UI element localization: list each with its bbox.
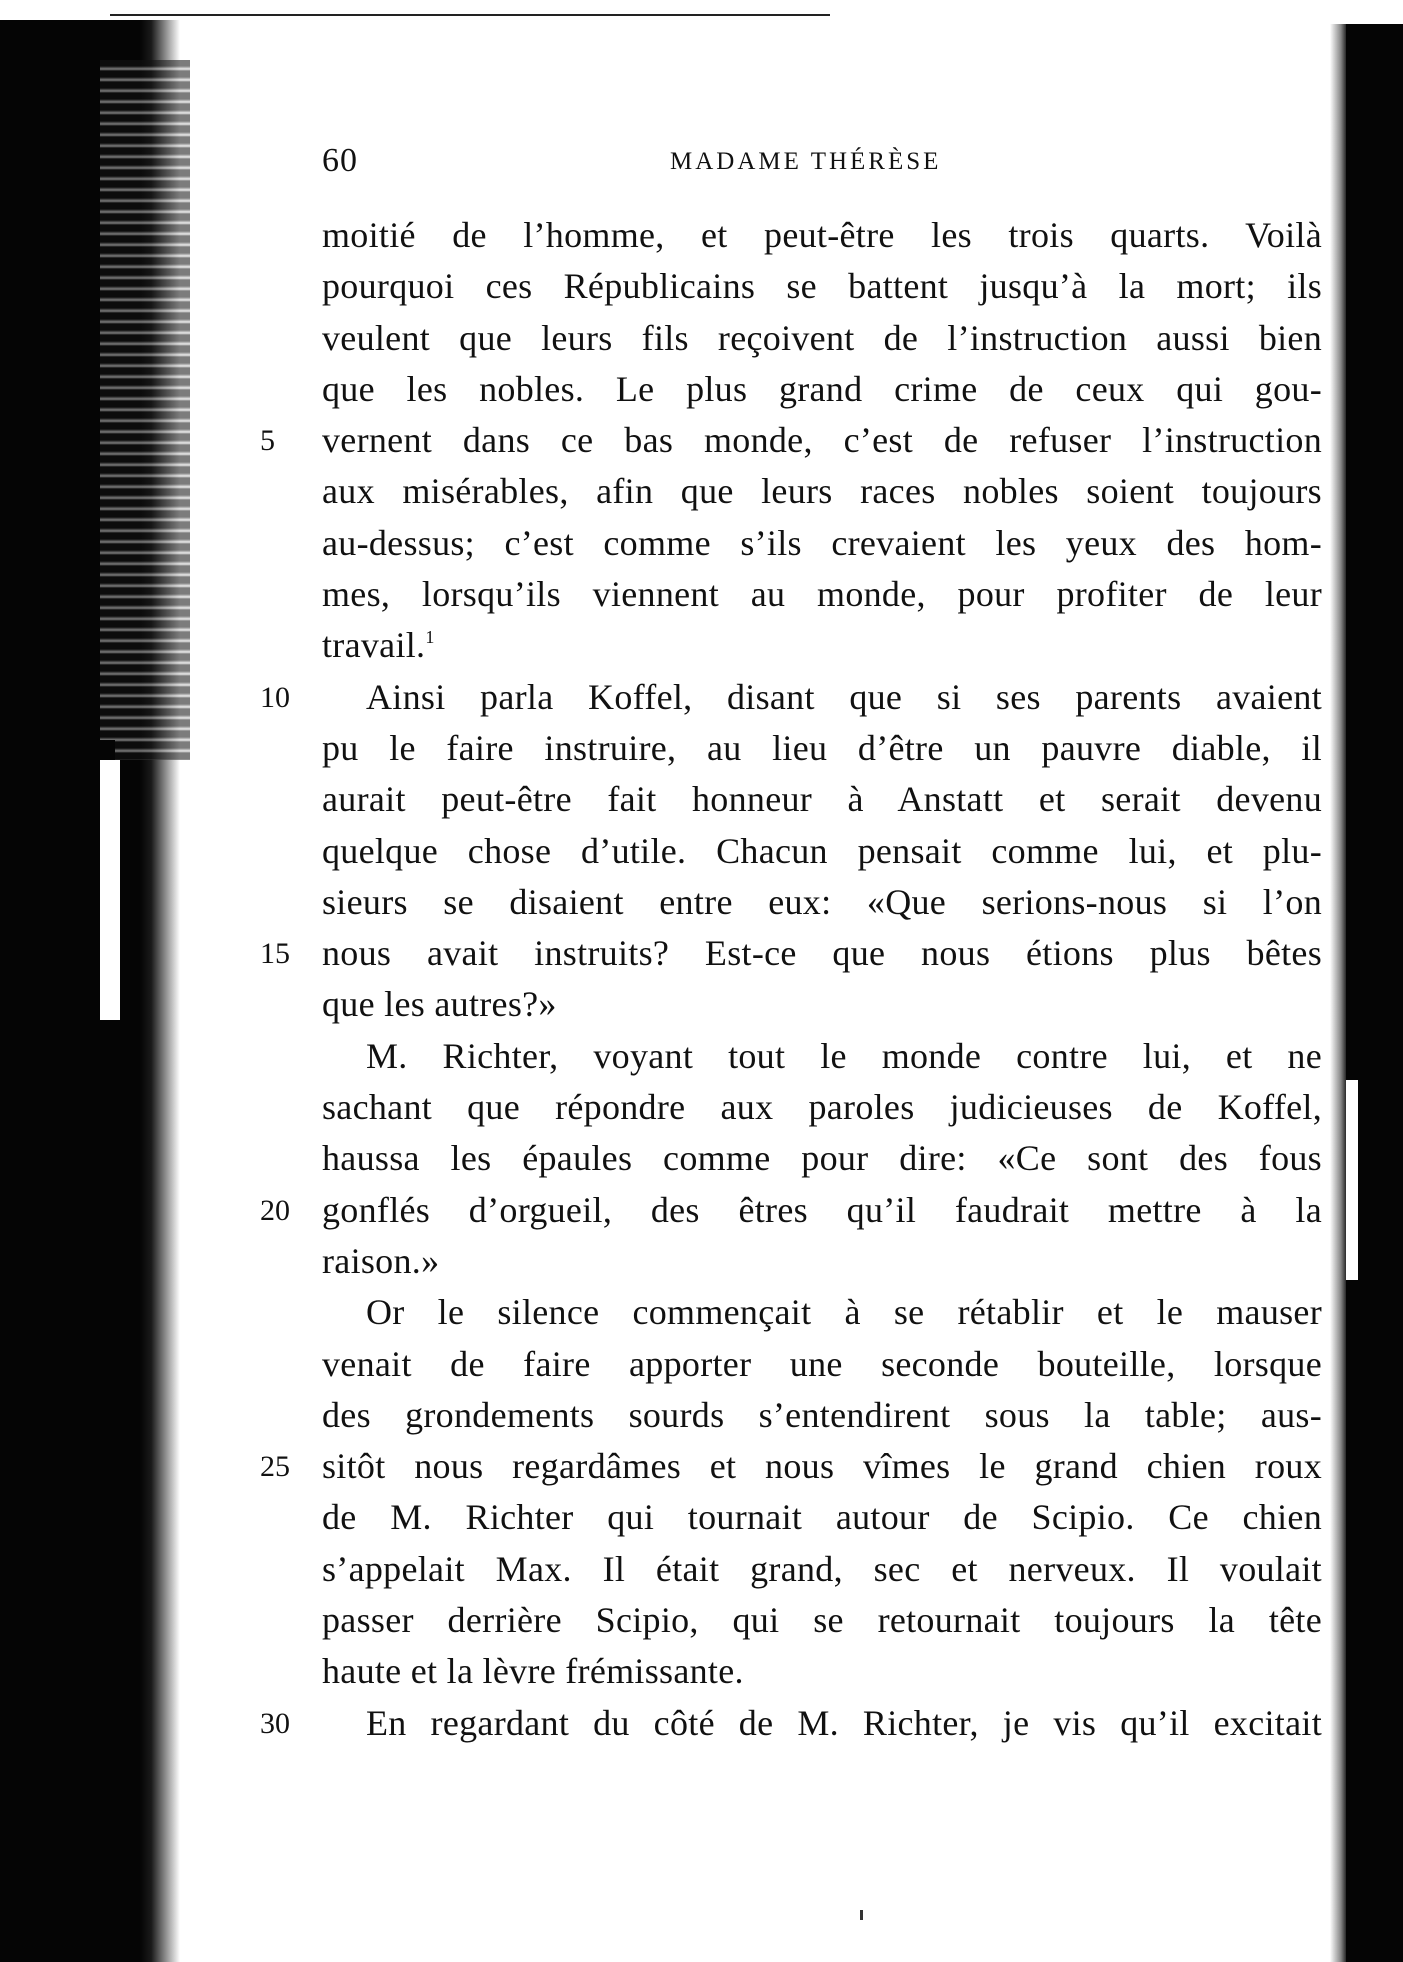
scan-left-lower-margin (0, 740, 115, 1962)
line-text-content: au-dessus; c’est comme s’ils crevaient les yeux des hom- (322, 522, 1322, 563)
text-line (260, 1185, 1330, 1236)
running-title: MADAME THÉRÈSE (670, 148, 942, 175)
text-line (260, 1133, 1330, 1184)
line-text (322, 620, 1322, 671)
text-line (260, 1698, 1330, 1749)
line-text (322, 723, 1322, 774)
text-line (260, 261, 1330, 312)
line-number: 15 (260, 937, 290, 971)
line-text (322, 1236, 1322, 1287)
line-text-content: sieurs se disaient entre eux: «Que serions-nous si l’on (322, 881, 1322, 922)
line-text (322, 1595, 1322, 1646)
text-line (260, 1287, 1330, 1338)
line-text-content: pu le faire instruire, au lieu d’être un pauvre diable, il (322, 727, 1322, 768)
text-line (260, 210, 1330, 261)
line-text (322, 1441, 1322, 1492)
line-text (322, 774, 1322, 825)
line-text (322, 1082, 1322, 1133)
text-line (260, 1390, 1330, 1441)
line-text-content: vernent dans ce bas monde, c’est de refuser l’instruction (322, 420, 1322, 461)
scan-top-rule (110, 14, 830, 16)
line-text-content: haussa les épaules comme pour dire: «Ce sont des fous (322, 1138, 1322, 1179)
text-line (260, 415, 1330, 466)
line-text (322, 1492, 1322, 1543)
line-text (322, 1646, 1322, 1697)
line-text-content: que les autres?» (322, 984, 557, 1025)
page-number: 60 (322, 142, 358, 179)
text-line (260, 1082, 1330, 1133)
line-text-content: passer derrière Scipio, qui se retournait toujours la tête (322, 1600, 1322, 1641)
text-line (260, 1031, 1330, 1082)
scan-right-gap (1346, 1080, 1358, 1280)
line-text-content: venait de faire apporter une seconde bouteille, lorsque (322, 1343, 1322, 1384)
line-text (322, 877, 1322, 928)
line-text (322, 1390, 1322, 1441)
line-text (322, 826, 1322, 877)
footnote-marker: 1 (425, 627, 435, 648)
line-text-content: nous avait instruits? Est-ce que nous étions plus bêtes (322, 933, 1322, 974)
line-text-content: des grondements sourds s’entendirent sous la table; aus- (322, 1394, 1322, 1435)
line-text-content: aux misérables, afin que leurs races nobles soient toujours (322, 471, 1322, 512)
line-text-content: aurait peut-être fait honneur à Anstatt et serait devenu (322, 779, 1322, 820)
text-line (260, 466, 1330, 517)
line-text-content: moitié de l’homme, et peut-être les trois quarts. Voilà (322, 215, 1322, 255)
text-line (260, 1492, 1330, 1543)
line-text (322, 466, 1322, 517)
text-line (260, 1236, 1330, 1287)
line-text (322, 979, 1322, 1030)
line-text-content: haute et la lèvre frémissante. (322, 1651, 744, 1692)
line-text-content: Ainsi parla Koffel, disant que si ses parents avaient (366, 676, 1322, 717)
line-text (322, 1339, 1322, 1390)
text-line (260, 672, 1330, 723)
line-text-content: s’appelait Max. Il était grand, sec et nerveux. Il voulait (322, 1548, 1322, 1589)
line-text-content: pourquoi ces Républicains se battent jusqu’à la mort; ils (322, 266, 1322, 307)
line-number: 30 (260, 1706, 290, 1740)
scan-speck (860, 1910, 863, 1920)
line-text-content: que les nobles. Le plus grand crime de ceux qui gou- (322, 368, 1322, 409)
text-line (260, 364, 1330, 415)
text-line (260, 723, 1330, 774)
line-number: 25 (260, 1450, 290, 1484)
text-line (260, 1339, 1330, 1390)
line-text-content: quelque chose d’utile. Chacun pensait comme lui, et plu- (322, 830, 1322, 871)
line-text (322, 364, 1322, 415)
line-number: 10 (260, 680, 290, 714)
text-line (260, 1544, 1330, 1595)
line-text-content: mes, lorsqu’ils viennent au monde, pour profiter de leur (322, 574, 1322, 615)
text-line (260, 620, 1330, 671)
text-line (260, 518, 1330, 569)
line-text-content: M. Richter, voyant tout le monde contre lui, et ne (366, 1035, 1322, 1076)
line-text-content: gonflés d’orgueil, des êtres qu’il faudrait mettre à la (322, 1189, 1322, 1230)
line-text (366, 1031, 1322, 1082)
line-text (322, 1185, 1322, 1236)
line-number: 20 (260, 1193, 290, 1227)
line-text (322, 1133, 1322, 1184)
text-line (260, 1646, 1330, 1697)
line-text (366, 672, 1322, 723)
text-line (260, 826, 1330, 877)
line-text (322, 313, 1322, 364)
body-text (260, 210, 1330, 1749)
text-line (260, 979, 1330, 1030)
line-text (322, 518, 1322, 569)
line-text (366, 1287, 1322, 1338)
scan-right-dark-margin (1346, 24, 1403, 1962)
line-text (322, 569, 1322, 620)
text-line (260, 877, 1330, 928)
line-text (322, 261, 1322, 312)
line-text-content: En regardant du côté de M. Richter, je vis qu’il excitait (366, 1702, 1322, 1743)
line-text-content: raison.» (322, 1240, 440, 1281)
line-text-content: sachant que répondre aux paroles judicieuses de Koffel, (322, 1087, 1322, 1128)
line-text (322, 415, 1322, 466)
text-line (260, 1441, 1330, 1492)
line-text-content: sitôt nous regardâmes et nous vîmes le grand chien roux (322, 1446, 1322, 1487)
text-line (260, 928, 1330, 979)
line-text-content: Or le silence commençait à se rétablir et le mauser (366, 1292, 1322, 1333)
text-line (260, 1595, 1330, 1646)
line-text (322, 1544, 1322, 1595)
line-text-content: de M. Richter qui tournait autour de Scipio. Ce chien (322, 1497, 1322, 1538)
line-text (322, 928, 1322, 979)
text-line (260, 569, 1330, 620)
text-line (260, 774, 1330, 825)
line-text-content: veulent que leurs fils reçoivent de l’instruction aussi bien (322, 317, 1322, 358)
running-head (322, 142, 1322, 182)
line-text (322, 210, 1322, 261)
scan-left-gap (100, 760, 120, 1020)
scan-left-edge-texture (100, 60, 190, 760)
line-text (366, 1698, 1322, 1749)
line-number: 5 (260, 424, 275, 458)
line-text-content: travail. (322, 625, 426, 666)
text-line (260, 313, 1330, 364)
